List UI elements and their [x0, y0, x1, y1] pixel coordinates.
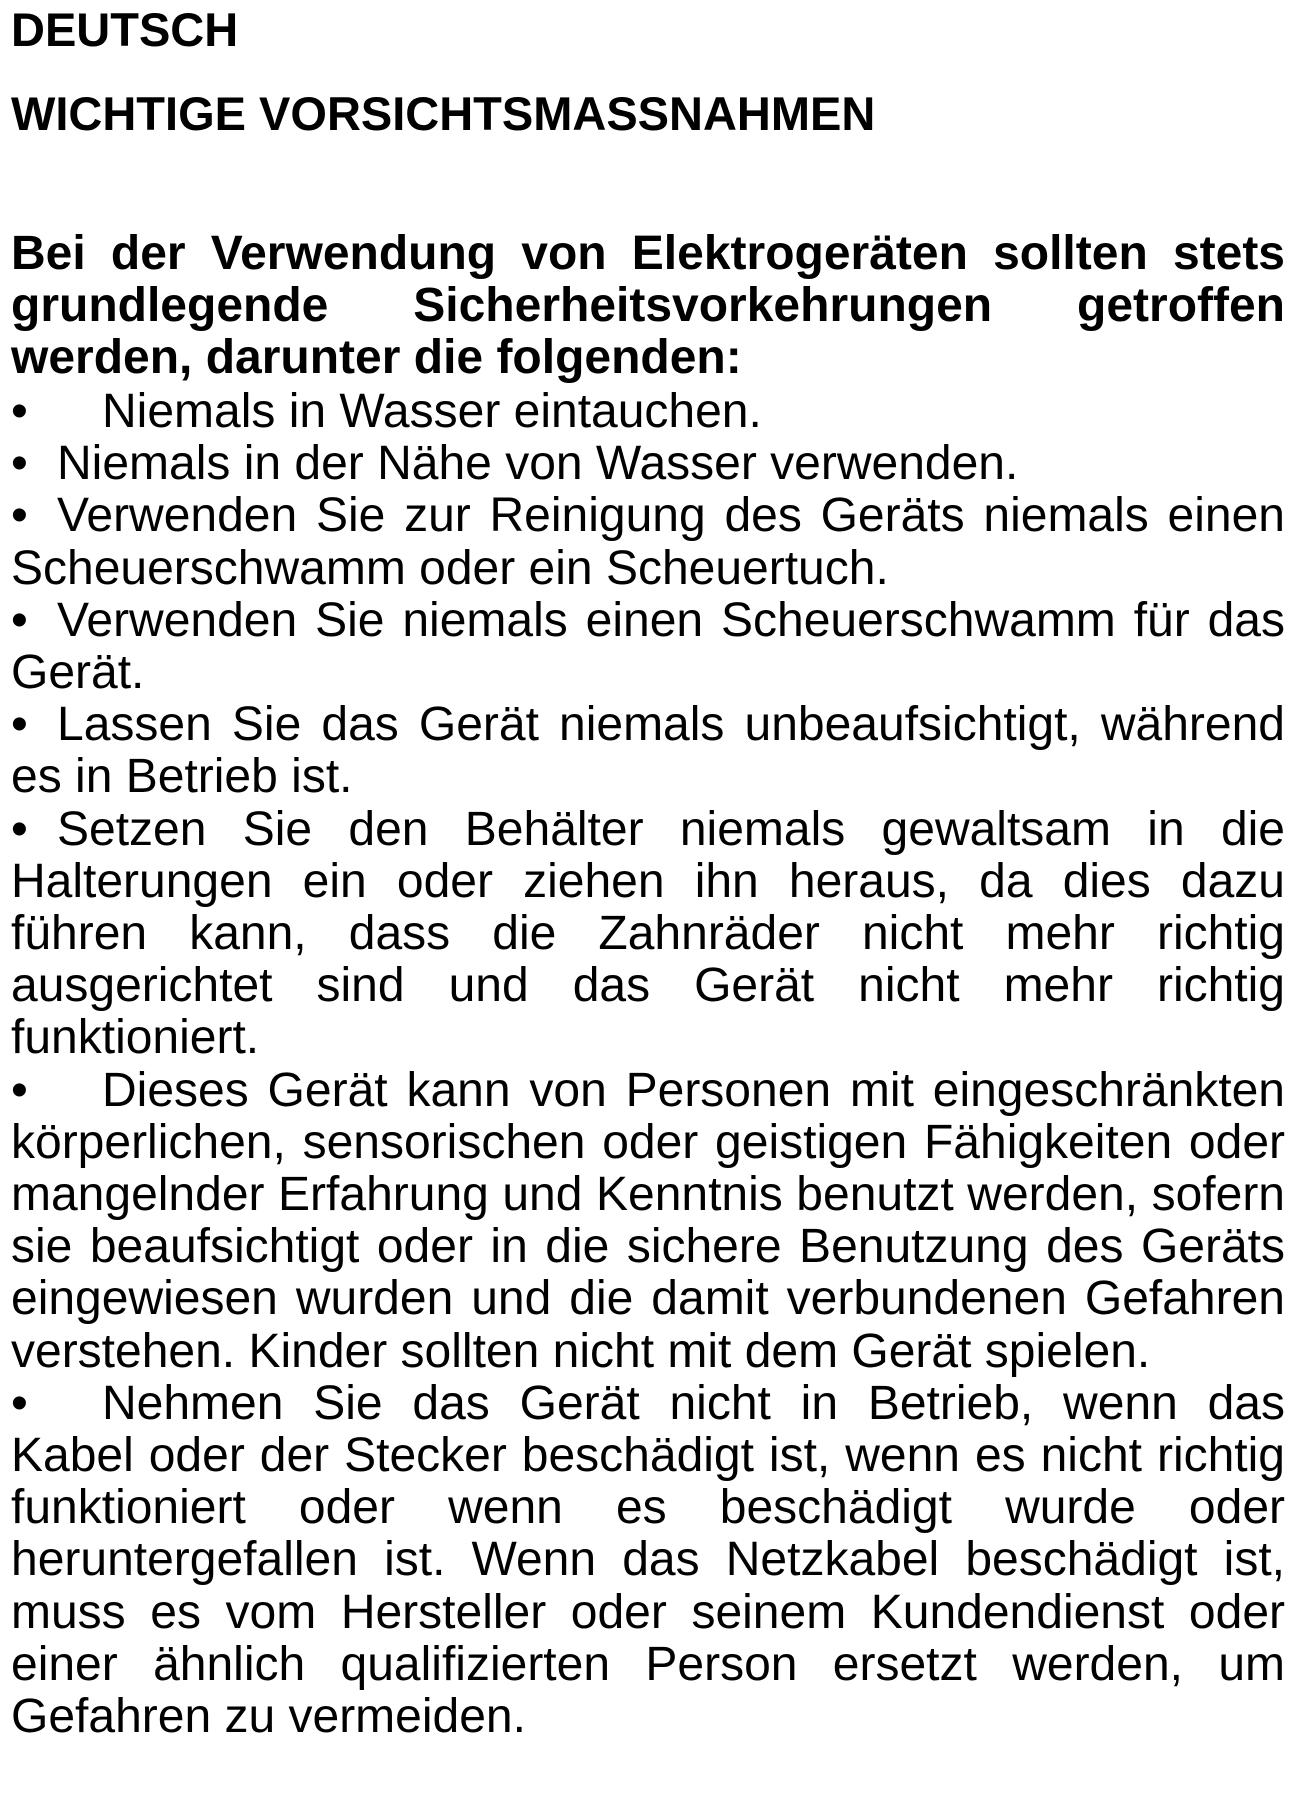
bullet-icon: • [11, 489, 28, 543]
bullet-icon: • [11, 385, 28, 438]
list-item [11, 1065, 1285, 1378]
intro-paragraph: Bei der Verwendung von Elektrogeräten sollten stets grundlegende Sicherheitsvorkehrungen getroffen werden, darunter die folgenden: [11, 227, 1285, 384]
list-item-text: Verwenden Sie niemals einen Scheuerschwamm für das Gerät. [11, 593, 1285, 700]
bullet-icon: • [11, 698, 28, 752]
bullet-icon: • [11, 802, 28, 856]
list-item-text: Setzen Sie den Behälter niemals gewaltsam in die Halterungen ein oder ziehen ihn heraus, da dies dazu führen kann, dass die Zahnräder nicht mehr richtig ausgerichtet sind und das Gerät nicht mehr richtig funktioniert. [11, 802, 1285, 1065]
list-item [11, 699, 1285, 803]
list-item-text: Niemals in Wasser eintauchen. [102, 385, 762, 438]
language-heading: DEUTSCH [11, 3, 239, 56]
list-item [11, 386, 1285, 438]
list-item-text: Verwenden Sie zur Reinigung des Geräts niemals einen Scheuerschwamm oder ein Scheuertuch. [11, 489, 1285, 595]
list-item [11, 804, 1285, 1065]
bullet-icon: • [11, 437, 28, 491]
list-item-text: Dieses Gerät kann von Personen mit eingeschränkten körperlichen, sensorischen oder geistigen Fähigkeiten oder mangelnder Erfahrung und Kenntnis benutzt werden, sofern sie beaufsichtigt oder in die sichere Benutzung des Geräts eingewiesen wurden und die damit verbundenen Gefahren verstehen. Kinder sollten nicht mit dem Gerät spielen. [11, 1063, 1285, 1378]
list-item-text: Nehmen Sie das Gerät nicht in Betrieb, wenn das Kabel oder der Stecker beschädigt ist, wenn es nicht richtig funktioniert oder wenn es beschädigt wurde oder heruntergefallen ist. Wenn das Netzkabel beschädigt ist, muss es vom Hersteller oder seinem Kundendienst oder einer ähnlich qualifizierten Person ersetzt werden, um Gefahren zu vermeiden. [11, 1376, 1285, 1744]
bullet-icon: • [11, 1063, 28, 1117]
bullet-icon: • [11, 1376, 28, 1430]
list-item [11, 595, 1285, 699]
list-item [11, 438, 1285, 490]
list-item [11, 490, 1285, 594]
bullet-icon: • [11, 593, 28, 647]
list-item-text: Niemals in der Nähe von Wasser verwenden. [57, 437, 1019, 491]
list-item-text: Lassen Sie das Gerät niemals unbeaufsichtigt, während es in Betrieb ist. [11, 698, 1285, 804]
precautions-list [11, 386, 1285, 1743]
section-title: WICHTIGE VORSICHTSMASSNAHMEN [11, 87, 876, 140]
list-item [11, 1378, 1285, 1743]
